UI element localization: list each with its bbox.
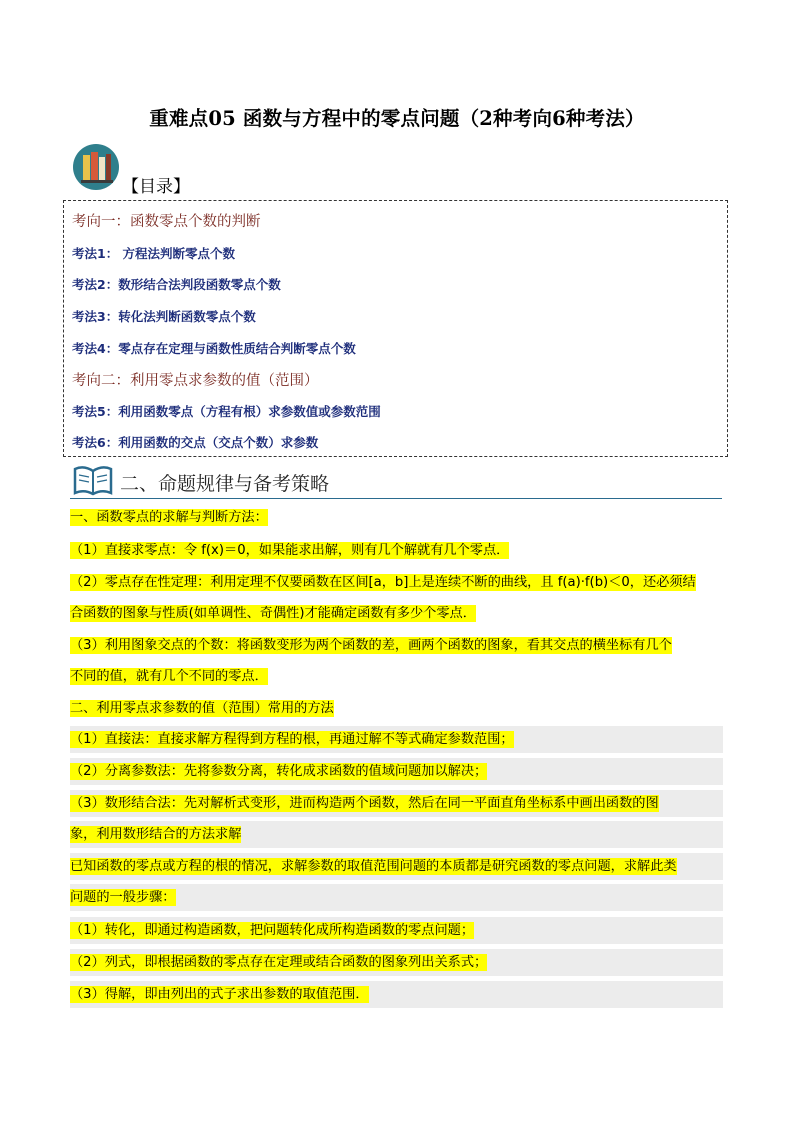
- toc-label: 【目录】: [122, 177, 190, 197]
- toc-direction-1[interactable]: 考向一：函数零点个数的判断: [72, 214, 261, 230]
- para-direct-zero: （1）直接求零点：令 f(x)＝0，如果能求出解，则有几个解就有几个零点．: [70, 543, 510, 558]
- method-direct: （1）直接法：直接求解方程得到方程的根，再通过解不等式确定参数范围；: [70, 726, 723, 753]
- para-graph-intersection-1: （3）利用图象交点的个数：将函数变形为两个函数的差，画两个函数的图象，看其交点的横坐标有几个: [70, 638, 672, 653]
- para-existence-theorem-2: 合函数的图象与性质(如单调性、奇偶性)才能确定函数有多少个零点．: [70, 606, 476, 621]
- method-separate-parameter: （2）分离参数法：先将参数分离，转化成求函数的值域问题加以解决；: [70, 758, 723, 785]
- page-title: 重难点05 函数与方程中的零点问题（2种考向6种考法）: [149, 107, 645, 130]
- section-title: 二、命题规律与备考策略: [120, 473, 330, 495]
- toc-method-3[interactable]: 考法3：转化法判断函数零点个数: [72, 309, 256, 324]
- step-solve: （3）得解，即由列出的式子求出参数的取值范围．: [70, 981, 723, 1008]
- toc-method-1[interactable]: 考法1： 方程法判断零点个数: [72, 246, 236, 261]
- heading-zero-methods: 一、函数零点的求解与判断方法：: [70, 510, 268, 525]
- toc-method-2[interactable]: 考法2：数形结合法判段函数零点个数: [72, 277, 281, 292]
- steps-intro-2: 问题的一般步骤：: [70, 884, 723, 911]
- heading-parameter-methods: 二、利用零点求参数的值（范围）常用的方法: [70, 701, 334, 716]
- para-graph-intersection-2: 不同的值，就有几个不同的零点．: [70, 669, 268, 684]
- step-formulate: （2）列式，即根据函数的零点存在定理或结合函数的图象列出关系式；: [70, 949, 723, 976]
- steps-intro-1: 已知函数的零点或方程的根的情况，求解参数的取值范围问题的本质都是研究函数的零点问题，求解此类: [70, 853, 723, 880]
- toc-box: [63, 200, 728, 457]
- method-combine-graph-2: 象，利用数形结合的方法求解: [70, 821, 723, 848]
- method-combine-graph-1: （3）数形结合法：先对解析式变形，进而构造两个函数，然后在同一平面直角坐标系中画出函数的图: [70, 790, 723, 817]
- toc-method-5[interactable]: 考法5：利用函数零点（方程有根）求参数值或参数范围: [72, 404, 381, 419]
- books-icon: [72, 143, 120, 191]
- toc-direction-2[interactable]: 考向二：利用零点求参数的值（范围）: [72, 373, 319, 389]
- section-divider: [70, 498, 722, 499]
- para-existence-theorem-1: （2）零点存在性定理：利用定理不仅要函数在区间[a，b]上是连续不断的曲线，且 f(a)·f(b)＜0，还必须结: [70, 575, 696, 590]
- step-convert: （1）转化，即通过构造函数，把问题转化成所构造函数的零点问题；: [70, 917, 723, 944]
- toc-method-6[interactable]: 考法6：利用函数的交点（交点个数）求参数: [72, 435, 319, 450]
- open-book-icon: [72, 463, 114, 497]
- toc-method-4[interactable]: 考法4：零点存在定理与函数性质结合判断零点个数: [72, 341, 356, 356]
